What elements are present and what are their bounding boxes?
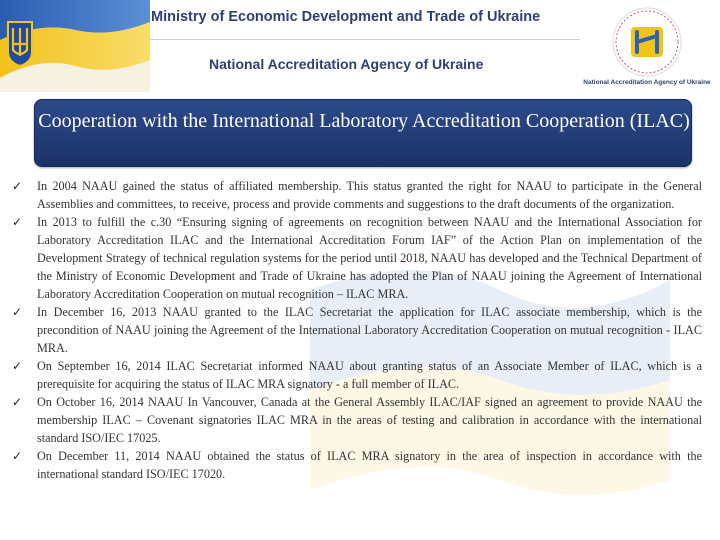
checkmark-icon: ✓ [12,305,23,319]
list-item [12,393,702,447]
bullet-text: In 2004 NAAU gained the status of affiliated membership. This status granted the right for NAAU to participate in the General Assemblies and committees, to receive, process and provide comments and suggestions to the draft documents of the organization. [37,179,702,211]
header-divider [150,39,580,40]
slide-title: Cooperation with the International Laboratory Accreditation Cooperation (ILAC) [38,110,690,132]
bullet-list [12,177,702,483]
trident-icon [8,22,32,66]
title-banner [34,99,692,167]
bullet-text: On September 16, 2014 ILAC Secretariat informed NAAU about granting status of an Associate Member of ILAC, which is a prerequisite for acquiring the status of ILAC MRA signatory - a full member of ILAC. [37,359,702,391]
checkmark-icon: ✓ [12,395,23,409]
checkmark-icon: ✓ [12,449,23,463]
ministry-title: Ministry of Economic Development and Trade of Ukraine [151,9,541,25]
header [0,0,720,98]
bullet-text: In December 16, 2013 NAAU granted to the ILAC Secretariat the application for ILAC associate membership, which is the precondition of NAAU joining the Agreement of the International Laboratory Accreditation Cooperation on mutual recognition - ILAC MRA. [37,305,702,355]
list-item [12,447,702,483]
checkmark-icon: ✓ [12,359,23,373]
bullet-text: On December 11, 2014 NAAU obtained the status of ILAC MRA signatory in the area of inspection in accordance with the international standard ISO/IEC 17020. [37,449,702,481]
logo-caption: National Accreditation Agency of Ukraine [583,79,711,86]
list-item [12,177,702,213]
ukraine-flag-emblem-image [0,0,150,92]
bullet-text: On October 16, 2014 NAAU In Vancouver, Canada at the General Assembly ILAC/IAF signed an agreement to provide NAAU the membership ILAC – Covenant signatories ILAC MRA in the areas of testing and calibration in accordance with the international standard ISO/IEC 17025. [37,395,702,445]
checkmark-icon: ✓ [12,215,23,229]
list-item [12,213,702,303]
checkmark-icon: ✓ [12,179,23,193]
agency-title: National Accreditation Agency of Ukraine [209,56,484,72]
bullet-text: In 2013 to fulfill the c.30 “Ensuring signing of agreements on recognition between NAAU and the International Association for Laboratory Accreditation ILAC and the International Accreditation Forum IAF” of the Action Plan on implementation of the Development Strategy of technical regulation systems for the period until 2018, NAAU has developed and the Technical Department of the Ministry of Economic Development and Trade of Ukraine has adopted the Plan of NAAU joining the Agreement of International Laboratory Accreditation Cooperation on mutual recognition – ILAC MRA. [37,215,702,301]
list-item [12,303,702,357]
list-item [12,357,702,393]
